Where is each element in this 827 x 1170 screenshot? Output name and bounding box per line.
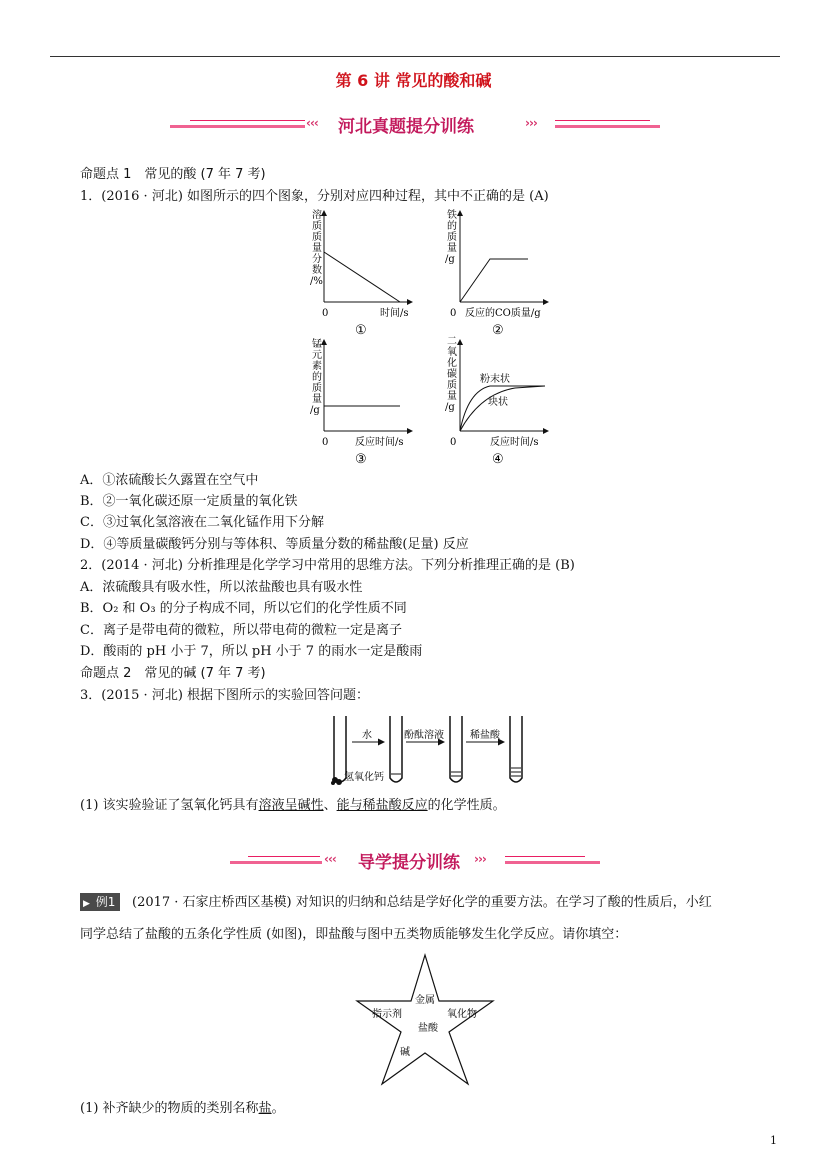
q3-stem: 3．(2015 · 河北) 根据下图所示的实验回答问题： bbox=[80, 688, 370, 703]
example-q1-line bbox=[80, 1100, 285, 1118]
page-number: 1 bbox=[770, 1134, 777, 1147]
graph-2-origin: 0 bbox=[450, 308, 457, 319]
graph-3-origin: 0 bbox=[322, 437, 329, 448]
q1-stem: 1．(2016 · 河北) 如图所示的四个图象，分别对应四种过程，其中不正确的是 (A) bbox=[80, 189, 549, 204]
q2-option-d: D．酸雨的 pH 小于 7，所以 pH 小于 7 的雨水一定是酸雨 bbox=[80, 644, 423, 659]
graph-3-xlabel: 反应时间/s bbox=[355, 437, 404, 448]
graph-1-xlabel: 时间/s bbox=[380, 308, 409, 319]
example-q1-prefix: (1) 补齐缺少的物质的类别名称 bbox=[80, 1101, 259, 1116]
graph-4-origin: 0 bbox=[450, 437, 457, 448]
banner-hebei-title: 河北真题提分训练 bbox=[338, 117, 474, 137]
q3-answer-prefix: (1) 该实验验证了氢氧化钙具有 bbox=[80, 798, 259, 813]
q3-answer-suffix: 的化学性质。 bbox=[427, 798, 506, 813]
star-top: 金属 bbox=[415, 995, 435, 1006]
graph-2-ylabel: 铁的质量/g bbox=[445, 210, 457, 265]
graph-2 bbox=[445, 208, 548, 338]
q1-option-c: C．③过氧化氢溶液在二氧化锰作用下分解 bbox=[80, 515, 324, 530]
graph-2-number: ② bbox=[492, 323, 504, 338]
star-left: 指示剂 bbox=[372, 1009, 402, 1020]
graph-4-xlabel: 反应时间/s bbox=[490, 437, 539, 448]
graph-4 bbox=[445, 336, 548, 467]
step2-label: 酚酞溶液 bbox=[404, 730, 444, 741]
step3-label: 稀盐酸 bbox=[470, 730, 500, 741]
graph-1 bbox=[310, 208, 412, 338]
graph-4-ylabel: 二氧化碳质量/g bbox=[445, 336, 457, 413]
graph-3-number: ③ bbox=[355, 452, 367, 467]
graph-4-label-lump: 块状 bbox=[488, 397, 508, 408]
q2-option-a: A．浓硫酸具有吸水性，所以浓盐酸也具有吸水性 bbox=[80, 580, 363, 595]
graph-1-ylabel: 溶质质量分数/% bbox=[310, 210, 323, 287]
q1-option-b: B．②一氧化碳还原一定质量的氧化铁 bbox=[80, 494, 298, 509]
q1-option-a: A．①浓硫酸长久露置在空气中 bbox=[80, 473, 259, 488]
section1-heading: 命题点 1 常见的酸 (7 年 7 考) bbox=[80, 167, 266, 182]
graph-3-ylabel: 锰元素的质量/g bbox=[310, 339, 322, 416]
lesson-title: 第 6 讲 常见的酸和碱 bbox=[335, 71, 492, 90]
graph-1-number: ① bbox=[355, 323, 367, 338]
solid-label: 氢氧化钙 bbox=[344, 772, 384, 783]
graph-2-xlabel: 反应的CO质量/g bbox=[465, 308, 541, 319]
banner-hebei: ‹‹‹ 河北真题提分训练 ››› bbox=[170, 108, 660, 142]
q3-answer-sep: 、 bbox=[323, 798, 337, 813]
star-center: 盐酸 bbox=[418, 1023, 438, 1034]
example-tag: ▶ 例1 bbox=[80, 893, 120, 911]
q1-option-d: D．④等质量碳酸钙分别与等体积、等质量分数的稀盐酸(足量) 反应 bbox=[80, 537, 469, 552]
q3-answer-line bbox=[80, 797, 506, 815]
graph-1-origin: 0 bbox=[322, 308, 329, 319]
step1-label: 水 bbox=[362, 730, 372, 741]
example-q1-suffix: 。 bbox=[271, 1101, 285, 1116]
star-bottom: 碱 bbox=[400, 1047, 410, 1058]
header-rule bbox=[50, 56, 780, 57]
q3-answer-2: 能与稀盐酸反应 bbox=[336, 798, 428, 813]
star-diagram bbox=[355, 951, 495, 1091]
example-line-1: (2017 · 石家庄桥西区基模) 对知识的归纳和总结是学好化学的重要方法。在学习了酸的性质后，小红 bbox=[132, 895, 712, 910]
q2-stem: 2．(2014 · 河北) 分析推理是化学学习中常用的思维方法。下列分析推理正确的是 (B) bbox=[80, 558, 575, 573]
banner-guide: ‹‹‹ 导学提分训练 ››› bbox=[230, 844, 630, 878]
q3-experiment-diagram bbox=[320, 712, 540, 792]
example-line-2: 同学总结了盐酸的五条化学性质 (如图)，即盐酸与图中五类物质能够发生化学反应。请你填空： bbox=[80, 927, 628, 942]
banner-guide-title: 导学提分训练 bbox=[358, 853, 460, 873]
q1-graphs bbox=[300, 206, 560, 471]
star-right: 氧化物 bbox=[447, 1009, 477, 1020]
q2-option-b: B．O₂ 和 O₃ 的分子构成不同，所以它们的化学性质不同 bbox=[80, 601, 407, 616]
example-tag-label: 例1 bbox=[95, 895, 116, 909]
graph-4-label-powder: 粉末状 bbox=[480, 374, 510, 385]
section2-heading: 命题点 2 常见的碱 (7 年 7 考) bbox=[80, 666, 266, 681]
q2-option-c: C．离子是带电荷的微粒，所以带电荷的微粒一定是离子 bbox=[80, 623, 402, 638]
graph-4-number: ④ bbox=[492, 452, 504, 467]
example-q1-answer: 盐 bbox=[258, 1101, 272, 1116]
graph-3 bbox=[310, 337, 412, 467]
q3-answer-1: 溶液呈碱性 bbox=[258, 798, 324, 813]
